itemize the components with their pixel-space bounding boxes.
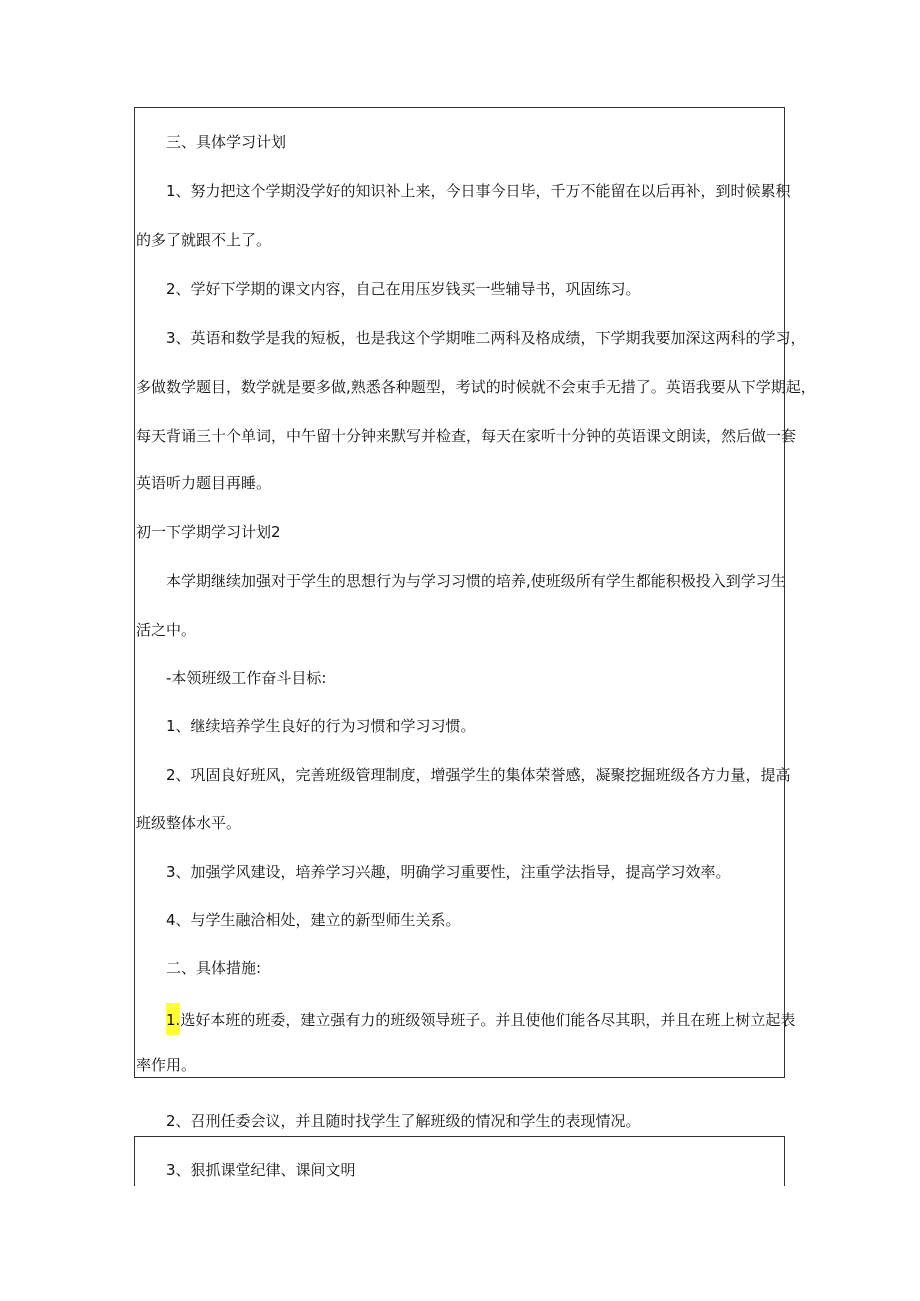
paragraph-3-line-1: 3、英语和数学是我的短板，也是我这个学期唯二两科及格成绩，下学期我要加深这两科的学习，	[166, 329, 806, 347]
paragraph-1-line-1: 1、努力把这个学期没学好的知识补上来，今日事今日毕，千万不能留在以后再补，到时候累积	[166, 182, 791, 200]
content-frame	[134, 107, 816, 1078]
measure-2: 2、召刑任委会议，并且随时找学生了解班级的情况和学生的表现情况。	[166, 1112, 641, 1130]
measure-1-line-1	[166, 1010, 796, 1030]
goal-heading: -本领班级工作奋斗目标:	[166, 669, 327, 687]
section-heading-plan: 三、具体学习计划	[166, 133, 287, 151]
intro-line-2: 活之中。	[136, 621, 197, 639]
paragraph-2: 2、学好下学期的课文内容，自己在用压岁钱买一些辅导书，巩固练习。	[166, 280, 641, 298]
paragraph-1-line-2: 的多了就跟不上了。	[136, 231, 272, 249]
highlighted-number: 1.	[166, 1003, 180, 1035]
goal-3: 3、加强学风建设，培养学习兴趣，明确学习重要性，注重学法指导，提高学习效率。	[166, 863, 731, 881]
goal-2-line-1: 2、巩固良好班风，完善班级管理制度，增强学生的集体荣誉感，凝聚挖掘班级各方力量，提高	[166, 766, 791, 784]
measures-heading: 二、具体措施:	[166, 959, 262, 977]
measure-3: 3、狠抓课堂纪律、课间文明	[166, 1161, 356, 1179]
measure-1-text: 选好本班的班委，建立强有力的班级领导班子。并且使他们能各尽其职，并且在班上树立起表	[180, 1011, 796, 1029]
intro-line-1: 本学期继续加强对于学生的思想行为与学习习惯的培养,使班级所有学生都能积极投入到学习生	[166, 572, 786, 590]
plan-2-title: 初一下学期学习计划2	[136, 523, 281, 541]
paragraph-3-line-4: 英语听力题目再睡。	[136, 474, 272, 492]
goal-2-line-2: 班级整体水平。	[136, 814, 242, 832]
measure-1-line-2: 率作用。	[136, 1056, 197, 1074]
paragraph-3-line-2: 多做数学题目，数学就是要多做,熟悉各种题型，考试的时候就不会束手无措了。英语我要从下学期起，	[136, 378, 816, 396]
paragraph-3-line-3: 每天背诵三十个单词，中午留十分钟来默写并检查，每天在家听十分钟的英语课文朗读，然后做一套	[136, 427, 797, 445]
goal-1: 1、继续培养学生良好的行为习惯和学习习惯。	[166, 717, 476, 735]
goal-4: 4、与学生融洽相处，建立的新型师生关系。	[166, 911, 461, 929]
